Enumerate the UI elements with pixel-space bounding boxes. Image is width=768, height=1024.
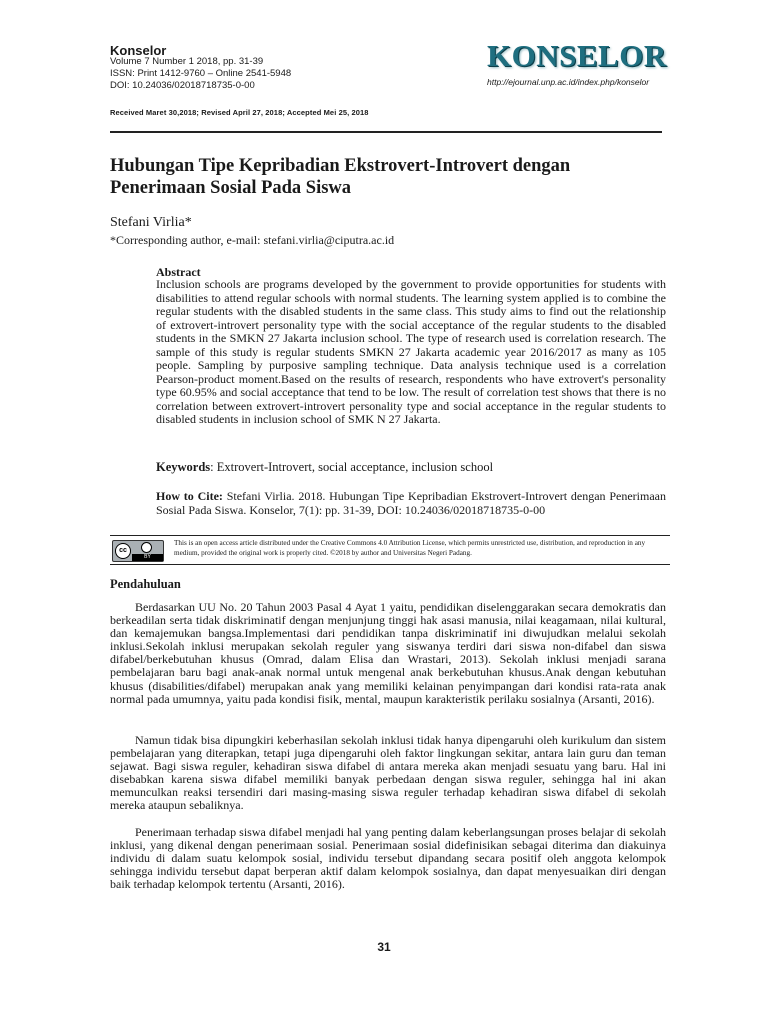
keywords: [156, 461, 666, 475]
keywords-text: : Extrovert-Introvert, social acceptance, inclusion school: [210, 460, 494, 474]
license-text: This is an open access article distributed under the Creative Commons 4.0 Attribution License, which permits unrestricted use, distribution, and reproduction in any medium, provided the original work is properly cited. ©2018 by author and Universitas Negeri Padang.: [174, 539, 646, 557]
journal-logo: KONSELOR: [487, 38, 667, 73]
body-paragraph: Berdasarkan UU No. 20 Tahun 2003 Pasal 4 Ayat 1 yaitu, pendidikan diselenggarakan secara demokratis dan berkeadilan serta tidak diskriminatif dengan menjunjung tinggi hak asasi manusia, nilai keagamaan, nilai kultural, dan kemajemukan bangsa.Implementasi dari pendidikan tanpa diskriminatif ini diwujudkan melalui sekolah inklusi.Sekolah inklusi merupakan sekolah reguler yang siswanya terdiri dari siswa non-difabel dan siswa difabel/berkebutuhan khusus (Omrad, dalam Elisa dan Wrastari, 2013). Sekolah inklusi menjadi sarana pembelajaran baru bagi anak-anak normal untuk mengenal anak berkebutuhan khusus.Anak dengan kebutuhan khusus (disabilities/difabel) merupakan anak yang memiliki kelainan penyimpangan dari kondisi rata-rata anak normal pada umumnya, yaitu pada kondisi fisik, mental, maupun karakteristik perilaku sosialnya (Arsanti, 2016).: [110, 600, 666, 706]
person-icon: [141, 542, 152, 553]
abstract-heading: Abstract: [156, 265, 201, 279]
received-dates: Received Maret 30,2018; Revised April 27, 2018; Accepted Mei 25, 2018: [110, 108, 369, 117]
section-heading: Pendahuluan: [110, 577, 181, 591]
journal-name: Konselor: [110, 43, 167, 58]
journal-url-link[interactable]: http://ejournal.unp.ac.id/index.php/konselor: [487, 77, 650, 87]
body-paragraph: Namun tidak bisa dipungkiri keberhasilan sekolah inklusi tidak hanya dipengaruhi oleh kurikulum dan sistem pembelajaran yang diterapkan, tetapi juga dipengaruhi oleh faktor lingkungan sekitar, antara lain guru dan teman sejawat. Bagi siswa reguler, kehadiran siswa difabel di antara mereka akan menjadi sesuatu yang baru. Hal ini disebabkan karena siswa difabel memiliki banyak perbedaan dengan siswa reguler, sehingga hal ini akan memunculkan reaksi tersendiri dari masing-masing siswa reguler terhadap kehadiran siswa difabel di sekolah mereka ataupun sebaliknya.: [110, 733, 666, 813]
how-to-cite: [156, 490, 666, 517]
by-label: BY: [132, 554, 163, 561]
cite-text: Stefani Virlia. 2018. Hubungan Tipe Kepribadian Ekstrovert-Introvert dengan Penerimaan Sosial Pada Siswa. Konselor, 7(1): pp. 31-39, DOI: 10.24036/02018718735-0-00: [156, 489, 666, 517]
cc-icon: cc: [115, 543, 131, 559]
issn-line: ISSN: Print 1412-9760 – Online 2541-5948: [110, 68, 292, 79]
license-box: [110, 535, 670, 565]
volume-line: Volume 7 Number 1 2018, pp. 31-39: [110, 56, 264, 67]
page-number: 31: [377, 940, 391, 954]
author-name: Stefani Virlia*: [110, 215, 192, 230]
body-paragraph: Penerimaan terhadap siswa difabel menjadi hal yang penting dalam keberlangsungan proses belajar di sekolah inklusi, yang dikenal dengan penerimaan sosial. Penerimaan sosial didefinisikan sebagai diterima dan diakuinya individu di dalam suatu kelompok sosial, individu tersebut dipandang secara positif oleh anggota kelompok sehingga individu tersebut dapat berperan aktif dalam kelompok sosialnya, dan dapat menyesuaikan diri dengan baik terhadap kelompok tertentu (Arsanti, 2016).: [110, 825, 666, 892]
keywords-label: Keywords: [156, 460, 211, 474]
article-title: Hubungan Tipe Kepribadian Ekstrovert-Introvert dengan Penerimaan Sosial Pada Siswa: [110, 156, 571, 198]
header-divider: [110, 131, 662, 133]
doi-line: DOI: 10.24036/02018718735-0-00: [110, 80, 255, 91]
abstract-text: Inclusion schools are programs developed by the government to provide opportunities for students with disabilities to attend regular schools with normal students. The learning system applied is to combine the regular students with the disabled students in the same class. This study aims to find out the relationship of extrovert-introvert personality type with the social acceptance of the regular students to the disabled students in the SMKN 27 Jakarta inclusion school. The type of research used is correlation research. The sample of this study is regular students SMKN 27 Jakarta academic year 2016/2017 as many as 105 people. Sampling by purposive sampling technique. Data analysis technique used is a correlation Pearson-product moment.Based on the results of research, respondents who have extrovert's personality type 60.95% and social acceptance that tend to be low. The result of correlation test shows that there is no correlation between extrovert-introvert personality type and social acceptance in the regular students to disabled students in inclusion school of SMK N 27 Jakarta.: [156, 277, 666, 426]
cc-by-license-icon[interactable]: [112, 540, 164, 562]
cite-label: How to Cite:: [156, 489, 223, 503]
corresponding-author: *Corresponding author, e-mail: stefani.virlia@ciputra.ac.id: [110, 233, 395, 247]
